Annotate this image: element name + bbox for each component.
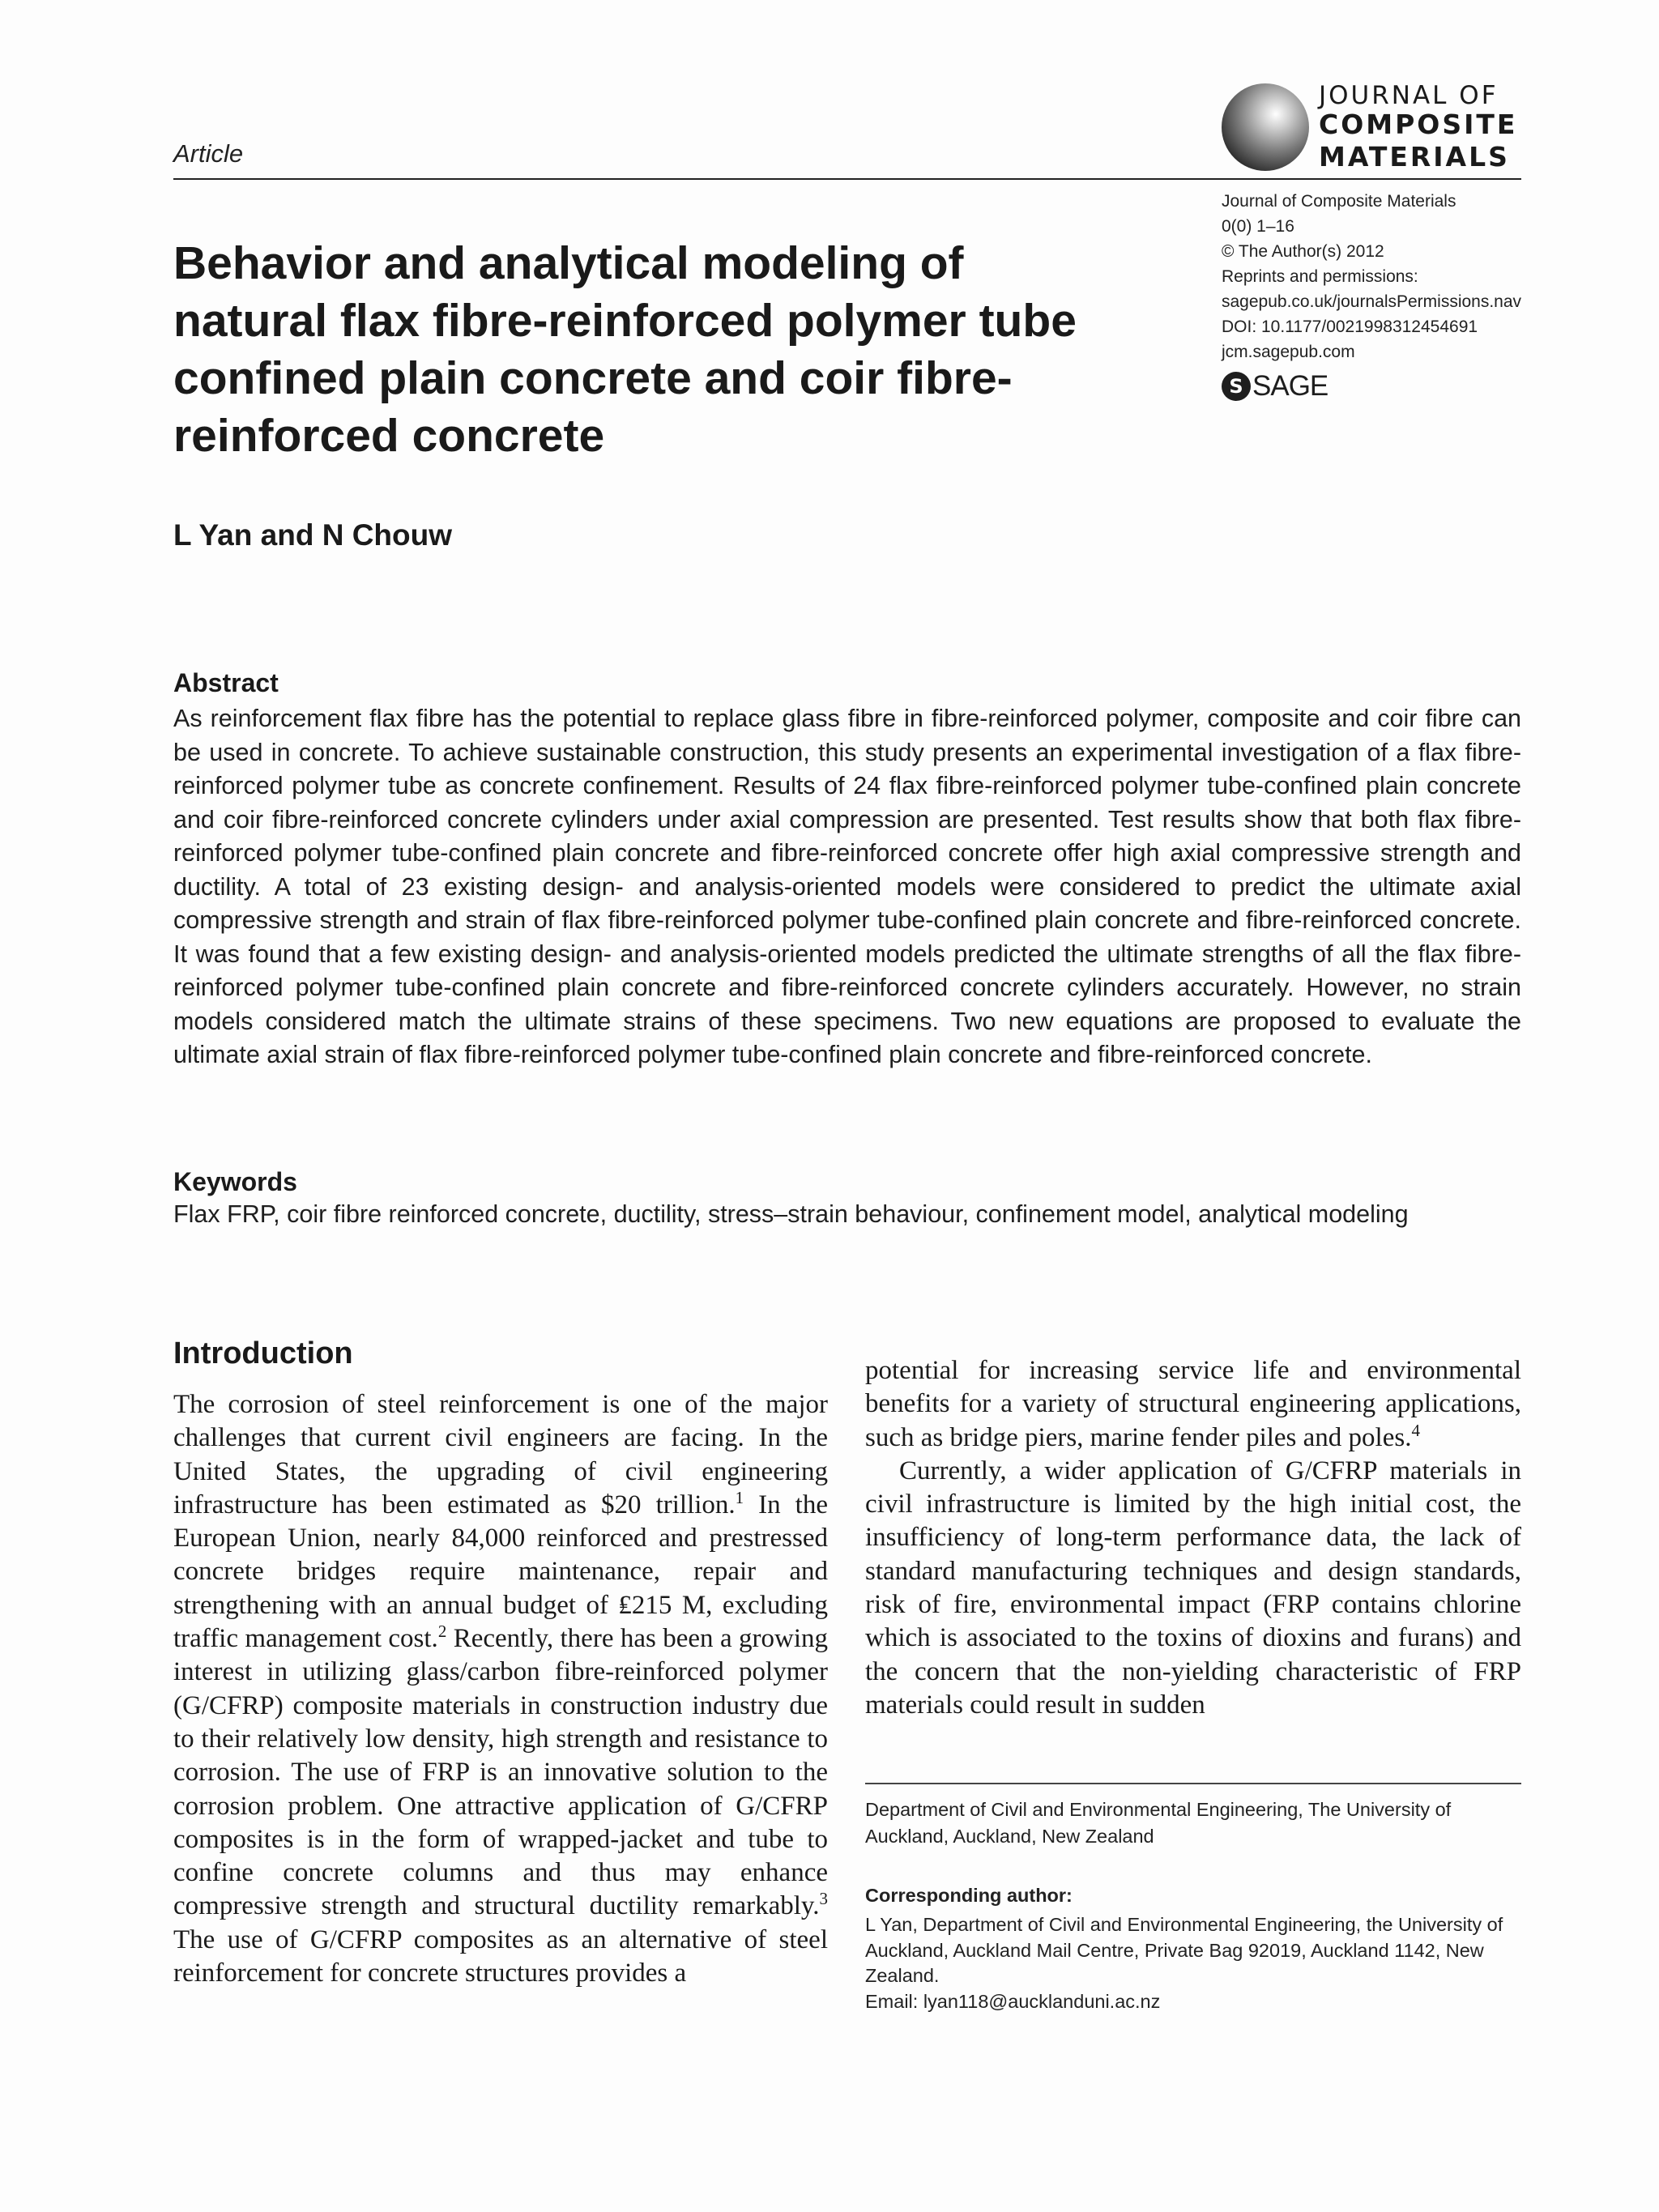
corresponding-author-address: L Yan, Department of Civil and Environmental Engineering, the University of Auckland, Auckland Mail Centre, Private Bag 92019, Auckland 1142, New Zealand.: [865, 1914, 1503, 1986]
header-rule: [173, 178, 1521, 180]
intro-paragraph: Currently, a wider application of G/CFRP materials in civil infrastructure is limited by the high initial cost, the insufficiency of long-term performance data, the lack of standard manufacturing techniques and design standards, risk of fire, environmental impact (FRP contains chlorine which is associated to the toxins of dioxins and furans) and the concern that the non-yielding characteristic of FRP materials could result in sudden: [865, 1455, 1521, 1720]
journal-meta: [1222, 189, 1521, 364]
citation-ref[interactable]: 4: [1411, 1420, 1420, 1440]
keywords-list: Flax FRP, coir fibre reinforced concrete, ductility, stress–strain behaviour, confinement model, analytical modeling: [173, 1200, 1409, 1228]
journal-logo-sphere-icon: [1222, 83, 1309, 171]
publisher-name: SAGE: [1252, 370, 1328, 402]
corresponding-author-email[interactable]: Email: lyan118@aucklanduni.ac.nz: [865, 1990, 1161, 2012]
sage-s-icon: S: [1222, 372, 1251, 401]
intro-left-column: [173, 1388, 828, 1990]
intro-paragraph: [865, 1354, 1521, 1455]
meta-volume-pages: 0(0) 1–16: [1222, 217, 1294, 236]
meta-journal-name: Journal of Composite Materials: [1222, 192, 1456, 211]
footnote-rule: [865, 1783, 1521, 1784]
corresponding-author-details: [865, 1912, 1521, 2014]
intro-text-segment: The use of G/CFRP composites as an alternative of steel reinforcement for concrete structures provides a: [173, 1924, 828, 1988]
intro-text-segment: Recently, there has been a growing interest in utilizing glass/carbon fibre-reinforced polymer (G/CFRP) composite materials in construction industry due to their relatively low density, high strength and resistance to corrosion. The use of FRP is an innovative solution to the corrosion problem. One attractive application of G/CFRP composites is in the form of wrapped-jacket and tube to confine concrete columns and thus may enhance compressive strength and structural ductility remarkably.: [173, 1624, 828, 1921]
abstract-heading: Abstract: [173, 668, 279, 697]
citation-ref[interactable]: 2: [437, 1622, 447, 1642]
meta-journal-site-link[interactable]: jcm.sagepub.com: [1222, 343, 1355, 361]
intro-right-column: [865, 1354, 1521, 1722]
abstract-body: As reinforcement flax fibre has the potential to replace glass fibre in fibre-reinforced polymer, composite and coir fibre can be used in concrete. To achieve sustainable construction, this study presents an experimental investigation of a flax fibre-reinforced polymer tube as concrete confinement. Results of 24 flax fibre-reinforced polymer tube-confined plain concrete and coir fibre-reinforced concrete cylinders under axial compression are presented. Test results show that both flax fibre-reinforced polymer tube-confined plain concrete and fibre-reinforced concrete offer high axial compressive strength and ductility. A total of 23 existing design- and analysis-oriented models were considered to predict the ultimate axial compressive strength and strain of flax fibre-reinforced polymer tube-confined plain concrete and fibre-reinforced concrete. It was found that a few existing design- and analysis-oriented models predicted the ultimate strengths of all the flax fibre-reinforced polymer tube-confined plain concrete and fibre-reinforced concrete cylinders accurately. However, no strain models considered match the ultimate strains of these specimens. Two new equations are proposed to evaluate the ultimate axial strain of flax fibre-reinforced polymer tube-confined plain concrete and fibre-reinforced concrete.: [173, 705, 1521, 1068]
introduction-heading: Introduction: [173, 1336, 353, 1370]
article-type-label: Article: [173, 139, 244, 168]
publisher-logo: [1222, 369, 1328, 404]
citation-ref[interactable]: 1: [735, 1487, 744, 1507]
intro-text-segment: potential for increasing service life and environmental benefits for a variety of structural engineering applications, such as bridge piers, marine fender piles and poles.: [865, 1356, 1521, 1452]
meta-doi[interactable]: DOI: 10.1177/0021998312454691: [1222, 318, 1478, 336]
paper-authors: L Yan and N Chouw: [173, 518, 453, 552]
keywords-heading: Keywords: [173, 1167, 297, 1196]
journal-logo-line-3: MATERIALS: [1319, 141, 1510, 173]
citation-ref[interactable]: 3: [819, 1889, 828, 1909]
author-affiliation: Department of Civil and Environmental Engineering, The University of Auckland, Auckland, New Zealand: [865, 1799, 1452, 1847]
meta-permissions-link[interactable]: sagepub.co.uk/journalsPermissions.nav: [1222, 292, 1522, 311]
journal-logo-line-2: COMPOSITE: [1319, 109, 1518, 140]
meta-reprints-label: Reprints and permissions:: [1222, 267, 1418, 286]
intro-text-segment: The corrosion of steel reinforcement is one of the major challenges that current civil engineers are facing. In the United States, the upgrading of civil engineering infrastructure has been estimated as $20 trillion.: [173, 1390, 828, 1519]
corresponding-author-heading: Corresponding author:: [865, 1885, 1073, 1906]
meta-copyright: © The Author(s) 2012: [1222, 242, 1384, 261]
paper-title: Behavior and analytical modeling of natural flax fibre-reinforced polymer tube confined plain concrete and coir fibre-reinforced concrete: [173, 237, 1077, 462]
journal-logo-line-1: JOURNAL OF: [1319, 81, 1499, 110]
intro-text-segment: In the European Union, nearly 84,000 reinforced and prestressed concrete bridges require maintenance, repair and strengthening with an annual budget of ₤215 M, excluding traffic management cost.: [173, 1490, 828, 1654]
